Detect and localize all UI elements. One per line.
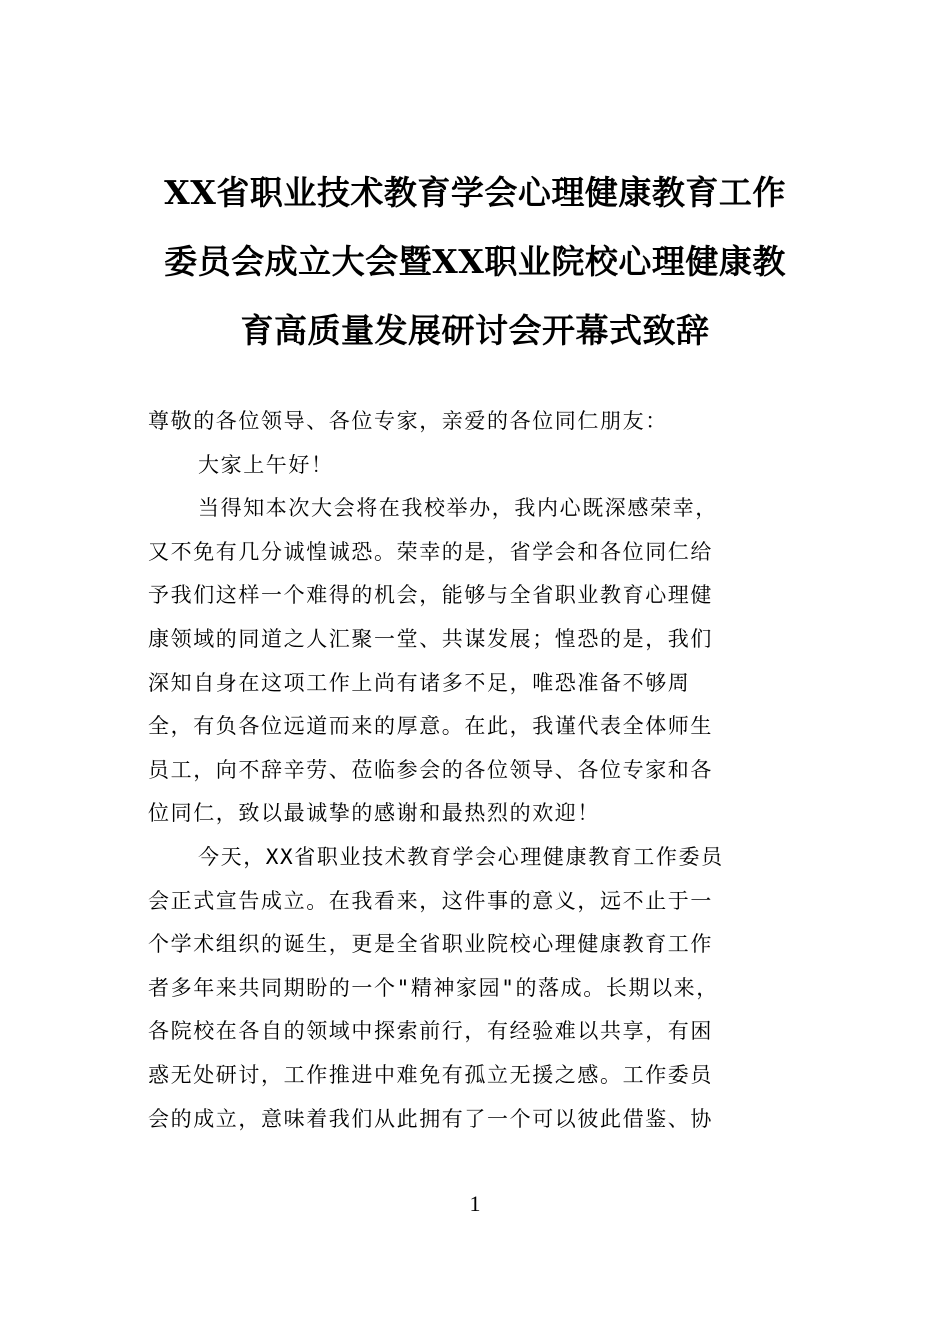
paragraph-1-line: 员工，向不辞辛劳、莅临参会的各位领导、各位专家和各	[148, 757, 713, 782]
paragraph-1-line: 康领域的同道之人汇聚一堂、共谋发展；惶恐的是，我们	[148, 626, 713, 651]
page-number: 1	[469, 1191, 481, 1216]
greeting-line: 大家上午好！	[198, 452, 334, 477]
paragraph-2-line: 今天，XX省职业技术教育学会心理健康教育工作委员	[198, 844, 724, 869]
salutation-line: 尊敬的各位领导、各位专家，亲爱的各位同仁朋友：	[148, 409, 668, 433]
paragraph-1-line: 位同仁，致以最诚挚的感谢和最热烈的欢迎！	[148, 801, 600, 826]
paragraph-1-line: 全，有负各位远道而来的厚意。在此，我谨代表全体师生	[148, 714, 713, 739]
paragraph-1-line: 予我们这样一个难得的机会，能够与全省职业教育心理健	[148, 583, 713, 608]
paragraph-1-line: 又不免有几分诚惶诚恐。荣幸的是，省学会和各位同仁给	[148, 539, 713, 564]
paragraph-2-line: 各院校在各自的领域中探索前行，有经验难以共享，有困	[148, 1019, 713, 1044]
document-title	[120, 158, 830, 365]
paragraph-2-line: 者多年来共同期盼的一个"精神家园"的落成。长期以来，	[148, 975, 719, 1000]
paragraph-2-line: 会的成立，意味着我们从此拥有了一个可以彼此借鉴、协	[148, 1106, 713, 1131]
title-line-2: 委员会成立大会暨XX职业院校心理健康教	[164, 242, 786, 281]
title-line-3: 育高质量发展研讨会开幕式致辞	[240, 311, 710, 350]
paragraph-1-line: 深知自身在这项工作上尚有诸多不足，唯恐准备不够周	[148, 670, 691, 695]
title-line-1: XX省职业技术教育学会心理健康教育工作	[164, 173, 786, 212]
paragraph-1-line: 当得知本次大会将在我校举办，我内心既深感荣幸，	[198, 496, 718, 521]
document-body	[148, 400, 808, 1141]
paragraph-2-line: 惑无处研讨，工作推进中难免有孤立无援之感。工作委员	[148, 1062, 713, 1087]
paragraph-2-line: 会正式宣告成立。在我看来，这件事的意义，远不止于一	[148, 888, 713, 913]
paragraph-2-line: 个学术组织的诞生，更是全省职业院校心理健康教育工作	[148, 932, 713, 957]
